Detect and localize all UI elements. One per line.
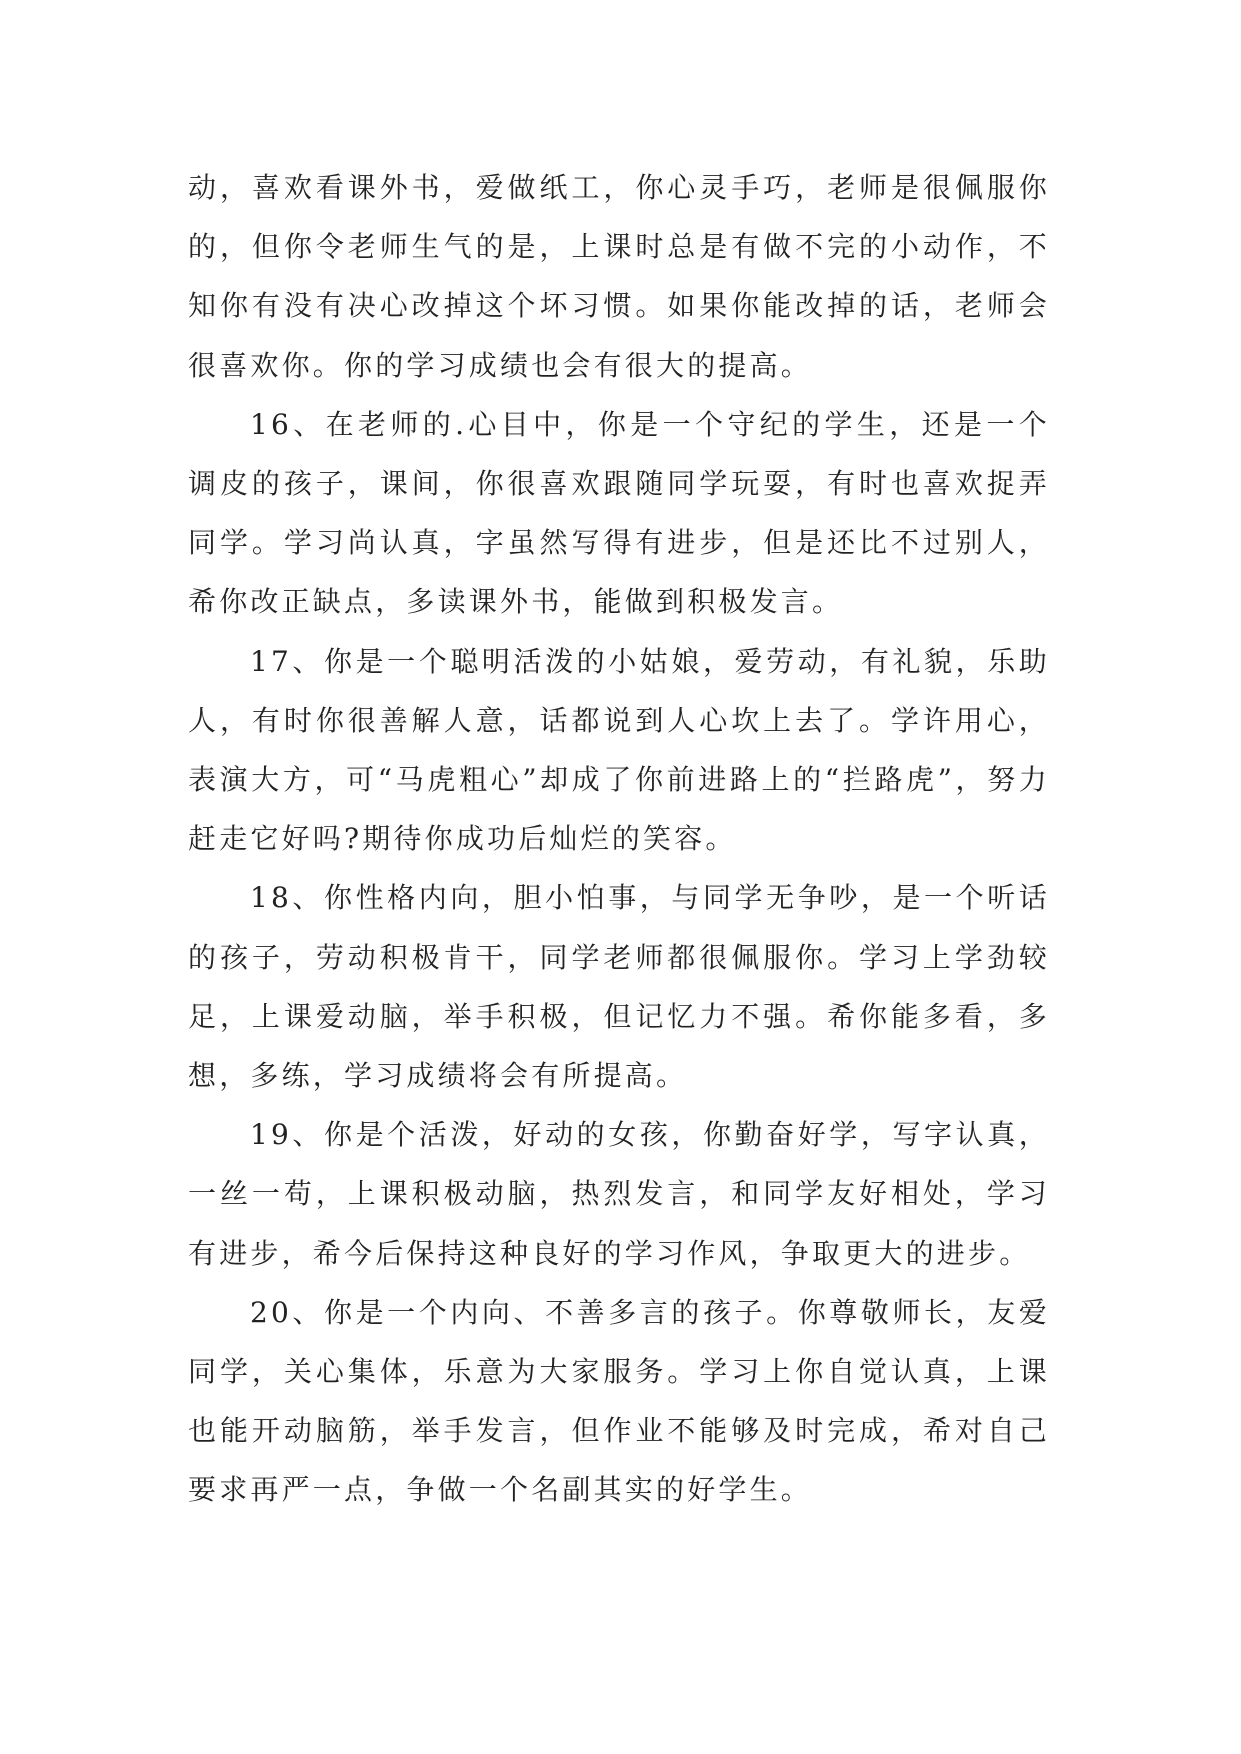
paragraph-continued: 动，喜欢看课外书，爱做纸工，你心灵手巧，老师是很佩服你的，但你令老师生气的是，上课时总是有做不完的小动作，不知你有没有决心改掉这个坏习惯。如果你能改掉的话，老师会很喜欢你。你的学习成绩也会有很大的提高。 — [188, 171, 1050, 382]
document-body — [188, 158, 1050, 1520]
paragraph-20: 20、你是一个内向、不善多言的孩子。你尊敬师长，友爱同学，关心集体，乐意为大家服务。学习上你自觉认真，上课也能开动脑筋，举手发言，但作业不能够及时完成，希对自己要求再严一点，争做一个名副其实的好学生。 — [188, 1295, 1050, 1507]
paragraph-19: 19、你是个活泼，好动的女孩，你勤奋好学，写字认真，一丝一苟，上课积极动脑，热烈发言，和同学友好相处，学习有进步，希今后保持这种良好的学习作风，争取更大的进步。 — [188, 1118, 1050, 1270]
paragraph-18: 18、你性格内向，胆小怕事，与同学无争吵，是一个听话的孩子，劳动积极肯干，同学老师都很佩服你。学习上学劲较足，上课爱动脑，举手积极，但记忆力不强。希你能多看，多想，多练，学习成绩将会有所提高。 — [188, 881, 1050, 1093]
paragraph-17: 17、你是一个聪明活泼的小姑娘，爱劳动，有礼貌，乐助人，有时你很善解人意，话都说到人心坎上去了。学许用心，表演大方，可“马虎粗心”却成了你前进路上的“拦路虎”，努力赶走它好吗?期待你成功后灿烂的笑容。 — [188, 644, 1050, 856]
paragraph-16: 16、在老师的.心目中，你是一个守纪的学生，还是一个调皮的孩子，课间，你很喜欢跟随同学玩耍，有时也喜欢捉弄同学。学习尚认真，字虽然写得有进步，但是还比不过别人，希你改正缺点，多读课外书，能做到积极发言。 — [188, 407, 1050, 619]
